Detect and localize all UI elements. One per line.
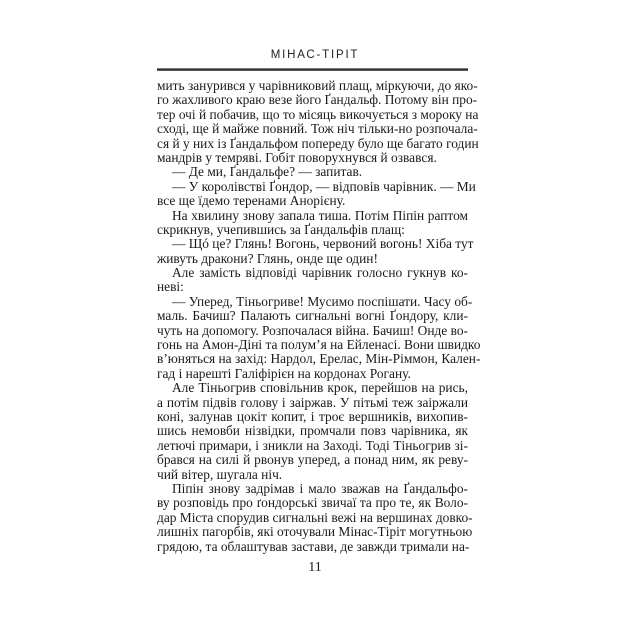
text-line: в’юняться на захід: Нардол, Ерелас, Мін-Ріммон, Кален-: [157, 351, 481, 367]
text-line: гад і нарешті Галіфірієн на кордонах Рогану.: [157, 365, 411, 381]
text-line: шись немовби нізвідки, промчали повз чарівника, як: [157, 423, 468, 439]
text-line: Але замість відповіді чарівник голосно гукнув ко-: [172, 265, 468, 281]
text-line: брався на силі й рвонув уперед, а понад ним, як реву-: [157, 452, 468, 468]
text-line: — Де ми, Ґандальфе? — запитав.: [172, 164, 363, 180]
text-line: гонь на Амон-Діні та полум’я на Ейленасі. Вони швидко: [157, 337, 481, 353]
text-line: а потім підвів голову і заіржав. У пітьмі теж заіржали: [157, 394, 468, 410]
text-line: чий вітер, шугала ніч.: [157, 466, 283, 482]
text-line: маль. Бачиш? Палають сигнальні вогні Ґондору, кли-: [157, 308, 468, 324]
text-line: — Уперед, Тіньогриве! Мусимо поспішати. Часу об-: [172, 293, 473, 309]
text-line: — У королівстві Ґондор, — відповів чарівник. — Ми: [172, 178, 476, 194]
text-line: все ще їдемо теренами Анорієну.: [157, 193, 346, 209]
text-line: летючі примари, і зникли на Заході. Тоді Тіньогрив зі-: [157, 437, 468, 453]
text-line: На хвилину знову запала тиша. Потім Піпін раптом: [172, 207, 468, 223]
text-line: ся й у них із Ґандальфом попереду було ще багато годин: [157, 135, 479, 151]
text-line: мить занурився у чарівниковий плащ, міркуючи, до яко-: [157, 78, 478, 93]
text-line: коні, залунав цокіт копит, і троє вершників, вихопив-: [157, 408, 468, 424]
text-line: грядою, та облаштував застави, де завжди тримали на-: [157, 538, 470, 554]
running-header: МІНАС-ТІРІТ: [270, 49, 360, 61]
text-line: неві:: [157, 279, 184, 295]
text-line: Але Тіньогрив сповільнив крок, перейшов на рись,: [172, 380, 468, 396]
header-rule: [157, 68, 468, 71]
text-line: лишніх пагорбів, які оточували Мінас-Тіріт могутньою: [157, 524, 473, 540]
text-line: сході, ще й майже повний. Тож ніч тільки-но розпочала-: [157, 121, 478, 137]
text-line: го жахливого краю везе його Ґандальф. Потому він про-: [157, 92, 478, 108]
text-line: тер очі й побачив, що то місяць викочується з мороку на: [157, 106, 479, 122]
text-line: дар Міста спорудив сигнальні вежі на вершинах довко-: [157, 509, 473, 525]
page-body-text: [157, 78, 481, 554]
text-line: чуть на допомогу. Розпочалася війна. Бачиш! Онде во-: [157, 322, 468, 338]
text-line: мандрів у темряві. Гобіт поворухнувся й озвався.: [157, 149, 437, 165]
text-line: живуть дракони? Глянь, онде ще один!: [157, 250, 378, 266]
text-line: Піпін знову задрімав і мало зважав на Ґандальфо-: [172, 480, 468, 496]
text-line: — Щó це? Глянь! Вогонь, червоний вогонь! Хіба тут: [172, 236, 474, 252]
text-line: ву розповідь про ґондорські звичаї та про те, як Воло-: [157, 495, 468, 511]
page-number: 11: [308, 560, 322, 575]
text-line: скрикнув, учепившись за Ґандальфів плащ:: [157, 221, 405, 237]
